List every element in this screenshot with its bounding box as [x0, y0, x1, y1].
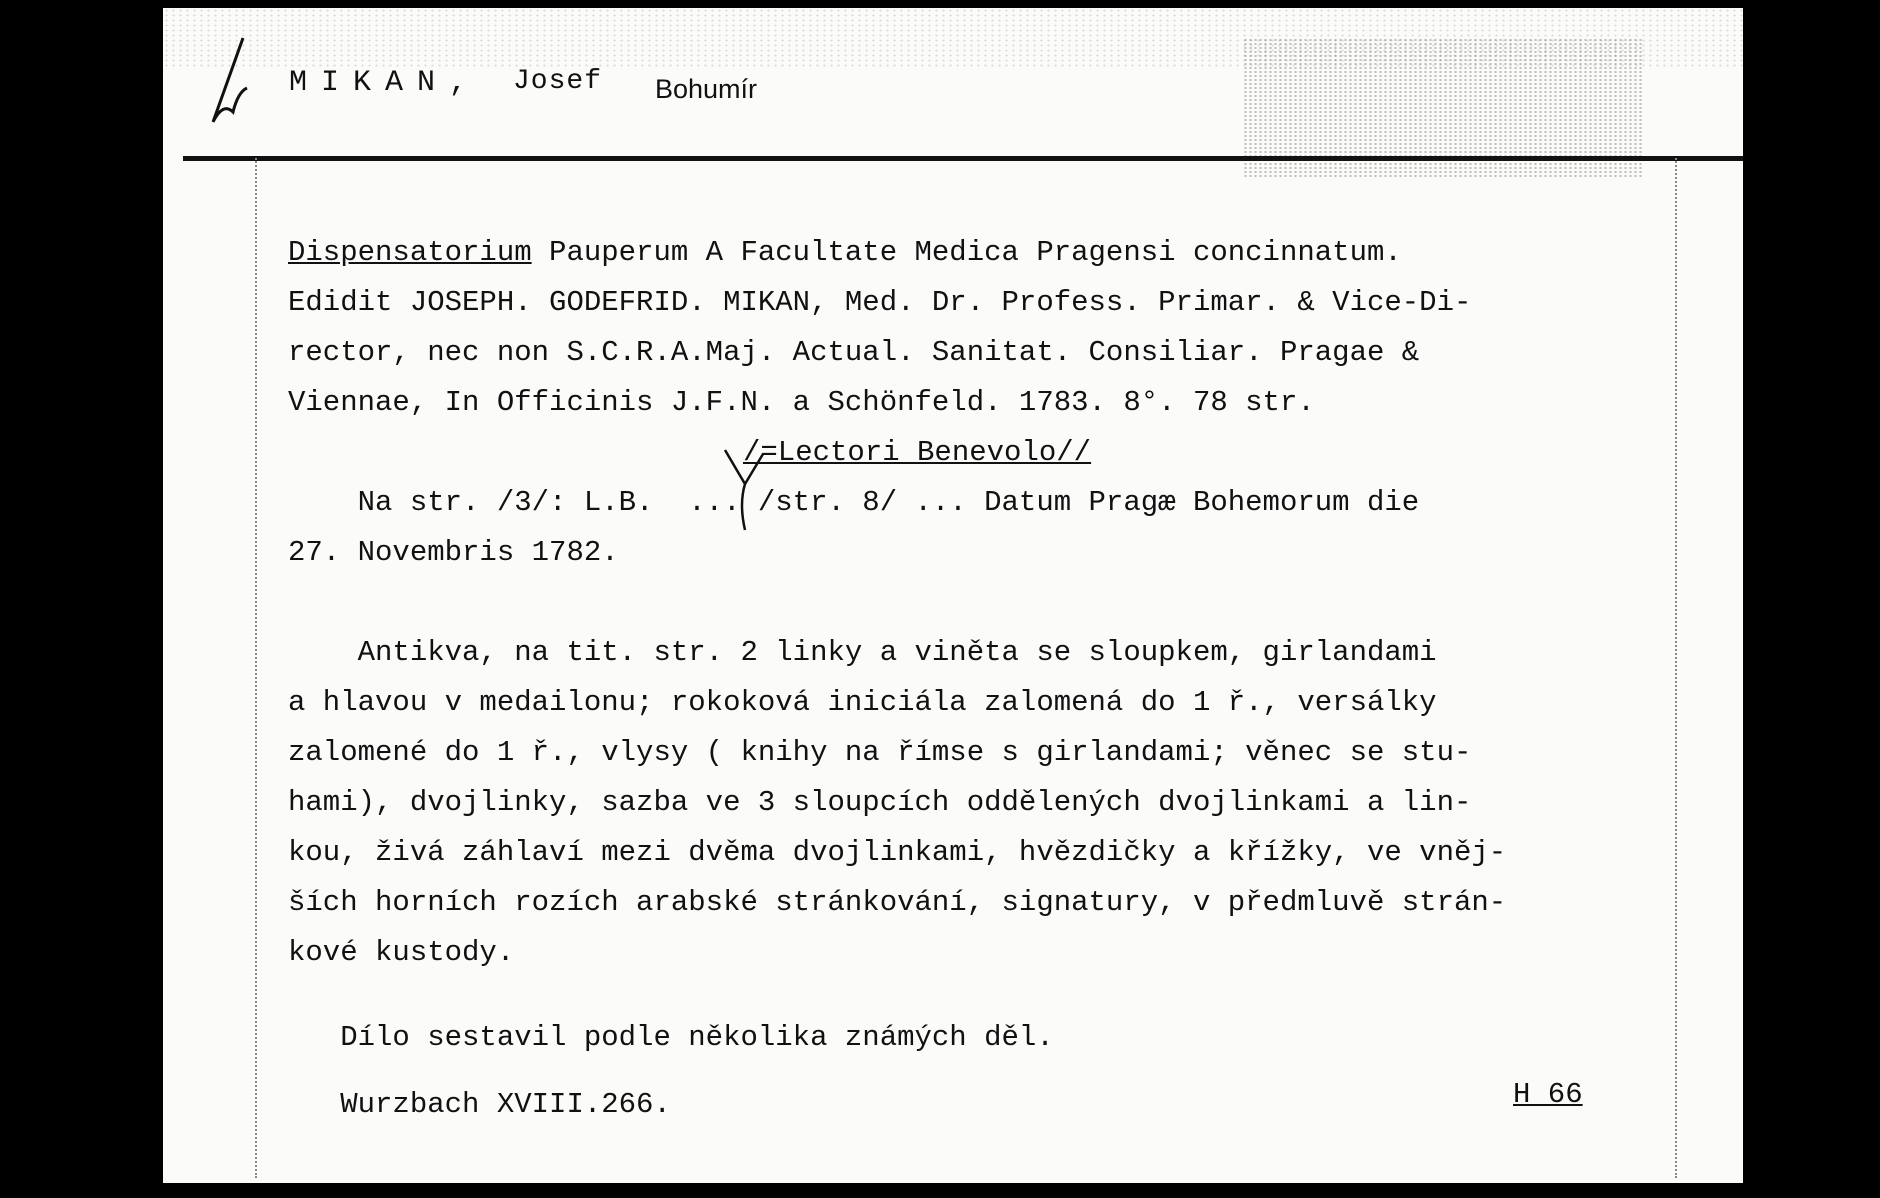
handwritten-insert: /=Lectori Benevolo// [743, 436, 1092, 469]
description-line-1: Antikva, na tit. str. 2 linky a viněta se sloupkem, girlandami [288, 636, 1437, 669]
entry-line-5: Na str. /3/: L.B. ... /str. 8/ ... Datum Pragæ Bohemorum die [288, 486, 1420, 519]
header-surname: MIKAN, [289, 66, 482, 100]
shelf-reference: H 66 [1513, 1078, 1583, 1111]
entry-line-3: rector, nec non S.C.R.A.Maj. Actual. Sanitat. Consiliar. Pragae & [288, 336, 1420, 369]
header-rule [183, 156, 1743, 161]
reference-note: Wurzbach XVIII.266. [288, 1088, 671, 1121]
compiled-note: Dílo sestavil podle několika známých děl. [288, 1021, 1054, 1054]
entry-line-1 [288, 228, 1618, 278]
left-margin-line [255, 158, 257, 1178]
description-line-2: a hlavou v medailonu; rokoková iniciála zalomená do 1 ř., versálky [288, 686, 1437, 719]
entry-line-4: Viennae, In Officinis J.F.N. a Schönfeld. 1783. 8°. 78 str. [288, 386, 1315, 419]
entry-title: Dispensatorium [288, 236, 532, 269]
header-given-name: Josef [513, 66, 603, 97]
description-line-3: zalomené do 1 ř., vlysy ( knihy na římse s girlandami; věnec se stu- [288, 736, 1472, 769]
description-line-5: kou, živá záhlaví mezi dvěma dvojlinkami, hvězdičky a křížky, ve vněj- [288, 836, 1507, 869]
entry-title-rest: Pauperum A Facultate Medica Pragensi concinnatum. [531, 236, 1402, 269]
handwritten-mark-icon [203, 32, 263, 132]
right-margin-line [1675, 158, 1677, 1178]
catalog-card [163, 8, 1743, 1183]
description-line-7: kové kustody. [288, 936, 515, 969]
entry-line-2: Edidit JOSEPH. GODEFRID. MIKAN, Med. Dr. Profess. Primar. & Vice-Di- [288, 286, 1472, 319]
description-line-6: ších horních rozích arabské stránkování, signatury, v předmluvě strán- [288, 886, 1507, 919]
entry-line-6: 27. Novembris 1782. [288, 536, 619, 569]
header-second-name: Bohumír [655, 74, 758, 104]
description-line-4: hami), dvojlinky, sazba ve 3 sloupcích oddělených dvojlinkami a lin- [288, 786, 1472, 819]
